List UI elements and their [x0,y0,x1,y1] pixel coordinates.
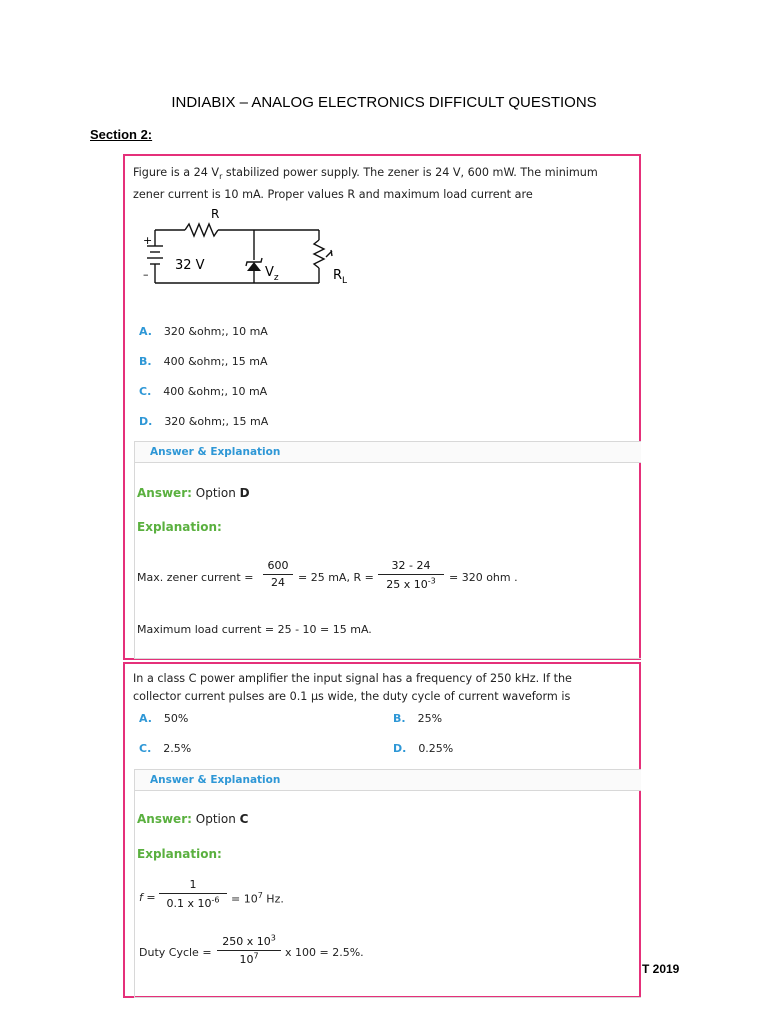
fraction-zener: 600 24 [263,559,293,589]
option-b[interactable]: B. 400 &ohm;, 15 mA [139,355,268,368]
page-title: INDIABIX – ANALOG ELECTRONICS DIFFICULT QUESTIONS [171,94,597,111]
question-2-text: In a class C power amplifier the input signal has a frequency of 250 kHz. If the collector current pulses are 0.1 μs wide, the duty cycle of current waveform is [133,672,572,703]
load-current-line: Maximum load current = 25 - 10 = 15 mA. [137,623,372,636]
load-resistor-symbol [314,240,324,268]
formula-f-lead: f = [139,891,156,904]
formula-duty-tail: x 100 = 2.5%. [285,946,364,959]
footer-year-fragment: T 2019 [642,962,680,976]
formula-tail: = 320 ohm . [449,571,518,584]
option-b[interactable]: B. 25% [393,712,443,725]
question-1-text: Figure is a 24 $V_r$ stabilized power supply. The zener is 24 V, 600 mW. The minimum zener current is 10 mA. Proper values R and maximum load current are [133,166,598,202]
formula-lead: Max. zener current = [137,571,254,584]
answer-panel-1 [134,441,641,659]
option-c[interactable]: C. 2.5% [139,742,192,755]
circuit-diagram [133,204,373,304]
formula-f-tail: = $10^7$ Hz. [231,891,284,906]
plus-label: + [143,234,153,247]
formula-mid: = 25 mA, R = [298,571,374,584]
zener-label: $V_z$ [265,265,279,283]
section-heading: Section 2: [90,127,153,142]
answer-explanation-toggle[interactable]: Answer & Explanation [135,442,641,463]
explanation-heading: Explanation: [137,847,222,861]
option-d[interactable]: D. 320 &ohm;, 15 mA [139,415,269,428]
fraction-frequency: 1 0.1 x $10^{-6}$ [159,878,227,910]
resistor-label: R [211,207,220,221]
answer-explanation-toggle[interactable]: Answer & Explanation [135,770,641,791]
answer-line: Answer: Option D [137,486,250,500]
question-card-1 [123,154,641,660]
option-a[interactable]: A. 320 &ohm;, 10 mA [139,325,268,338]
load-label: $R_L$ [333,268,348,286]
answer-panel-2 [134,769,641,998]
fraction-duty: 250 x $10^3$ $10^7$ [217,933,281,966]
minus-label: – [143,268,149,281]
battery-symbol [147,246,163,264]
explanation-heading: Explanation: [137,520,222,534]
option-d[interactable]: D. 0.25% [393,742,454,755]
option-c[interactable]: C. 400 &ohm;, 10 mA [139,385,268,398]
fraction-resistance: 32 - 24 25 x $10^{-3}$ [378,559,444,591]
formula-duty-lead: Duty Cycle = [139,946,212,959]
resistor-symbol [185,224,218,236]
answer-line: Answer: Option C [137,812,249,826]
option-a[interactable]: A. 50% [139,712,189,725]
question-card-2 [123,662,641,998]
source-label: 32 V [175,258,205,273]
